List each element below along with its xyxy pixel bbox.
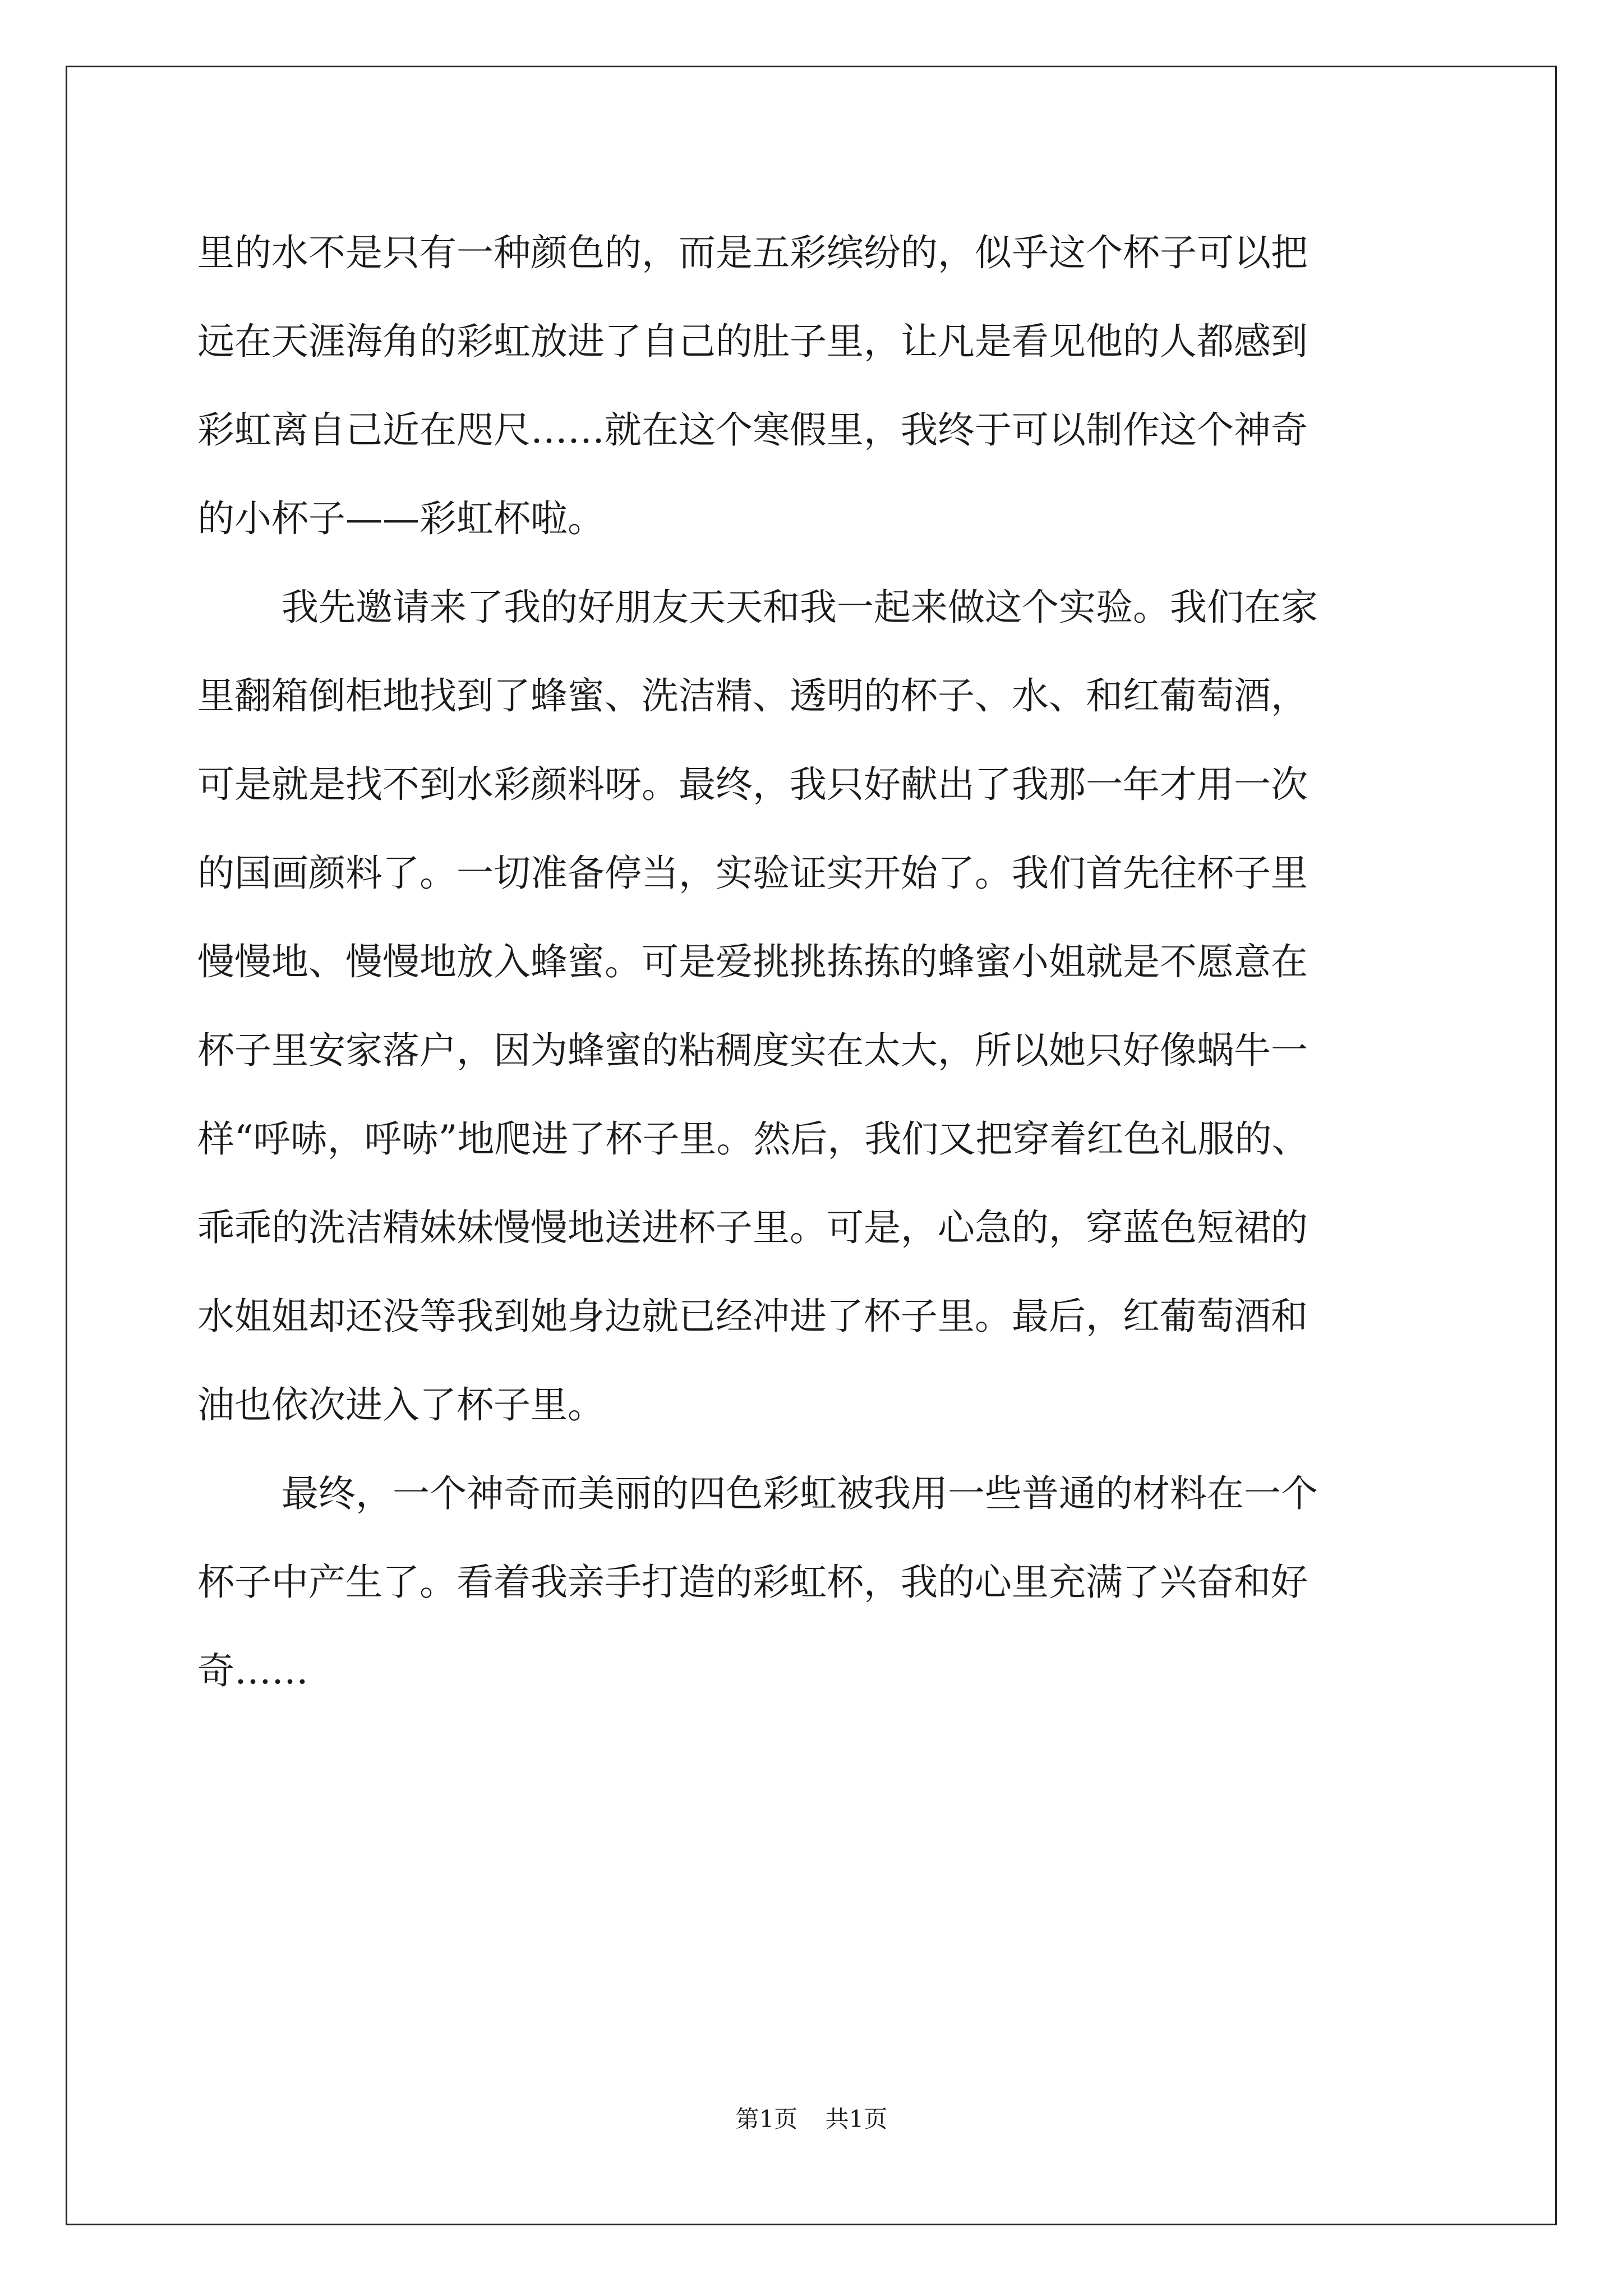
- page-number: 第1页: [735, 2105, 798, 2133]
- text-line: 慢慢地、慢慢地放入蜂蜜。可是爱挑挑拣拣的蜂蜜小姐就是不愿意在: [197, 940, 1308, 983]
- text-line: 乖乖的洗洁精妹妹慢慢地送进杯子里。可是，心急的，穿蓝色短裙的: [197, 1206, 1308, 1249]
- text-line: 油也依次进入了杯子里。: [197, 1383, 605, 1427]
- text-line: 的国画颜料了。一切准备停当，实验证实开始了。我们首先往杯子里: [197, 852, 1308, 895]
- text-line: 的小杯子——彩虹杯啦。: [197, 497, 605, 540]
- text-line: 样“呼哧，呼哧”地爬进了杯子里。然后，我们又把穿着红色礼服的、: [197, 1117, 1309, 1161]
- paragraph-start-line: 最终，一个神奇而美丽的四色彩虹被我用一些普通的材料在一个: [282, 1472, 1318, 1515]
- text-line: 杯子里安家落户，因为蜂蜜的粘稠度实在太大，所以她只好像蜗牛一: [197, 1029, 1308, 1072]
- text-line: 里翻箱倒柜地找到了蜂蜜、洗洁精、透明的杯子、水、和红葡萄酒，: [197, 674, 1308, 717]
- page-footer: [0, 2101, 1623, 2134]
- page-total: 共1页: [825, 2105, 888, 2133]
- text-line: 水姐姐却还没等我到她身边就已经冲进了杯子里。最后，红葡萄酒和: [197, 1295, 1308, 1338]
- text-line: 里的水不是只有一种颜色的，而是五彩缤纷的，似乎这个杯子可以把: [197, 231, 1308, 274]
- text-line: 远在天涯海角的彩虹放进了自己的肚子里，让凡是看见他的人都感到: [197, 320, 1308, 363]
- document-body: [197, 209, 1437, 1715]
- text-line: 彩虹离自己近在咫尺……就在这个寒假里，我终于可以制作这个神奇: [197, 408, 1308, 452]
- text-line: 杯子中产生了。看着我亲手打造的彩虹杯，我的心里充满了兴奋和好: [197, 1561, 1308, 1604]
- paragraph-start-line: 我先邀请来了我的好朋友天天和我一起来做这个实验。我们在家: [282, 586, 1318, 629]
- text-line: 奇……: [197, 1649, 308, 1692]
- text-line: 可是就是找不到水彩颜料呀。最终，我只好献出了我那一年才用一次: [197, 763, 1308, 806]
